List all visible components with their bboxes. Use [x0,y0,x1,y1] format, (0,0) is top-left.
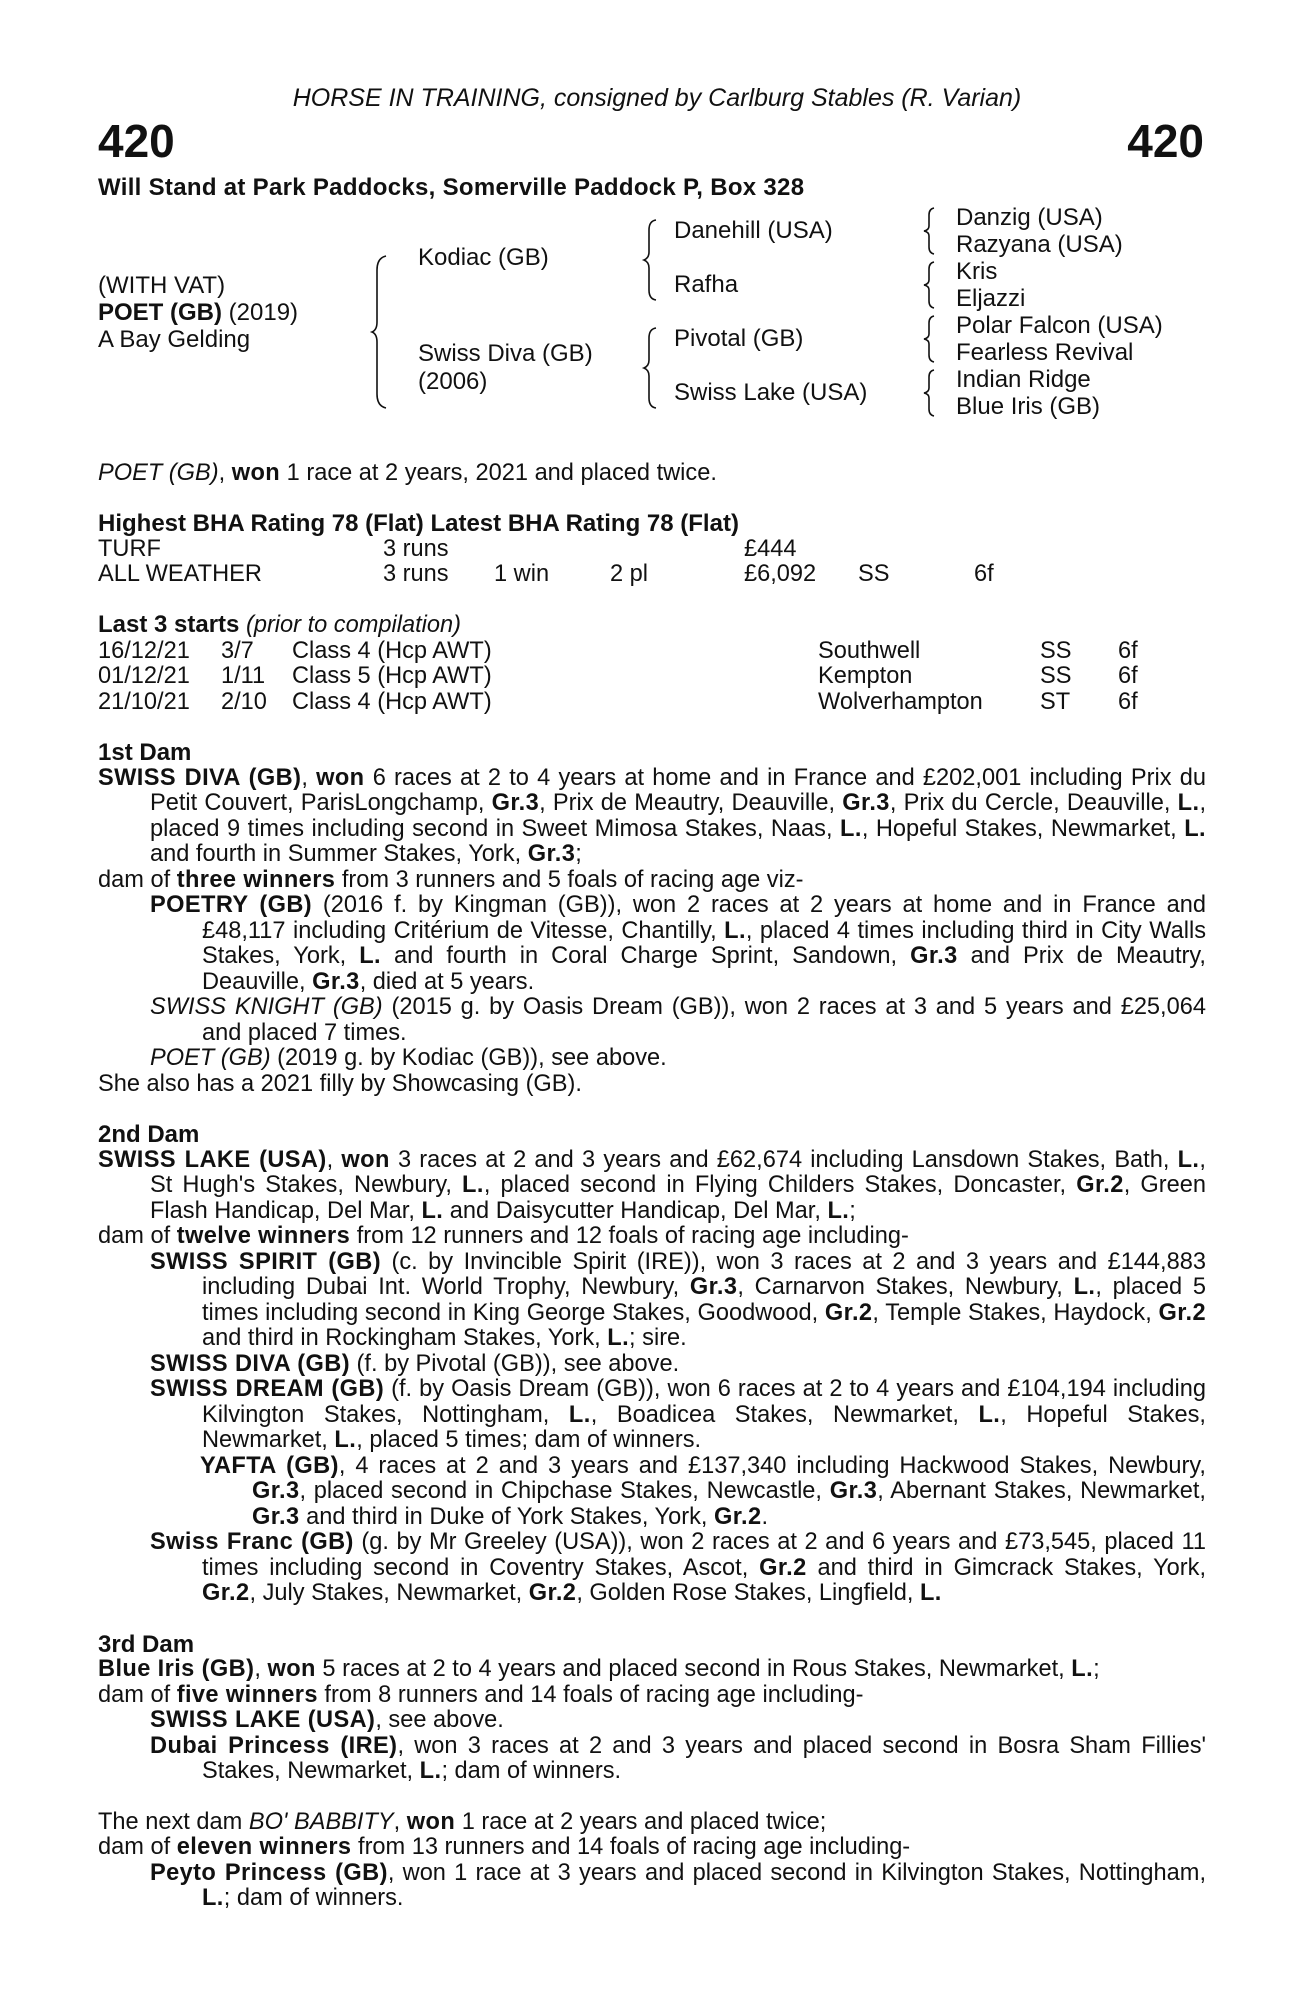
start-row: 01/12/21 1/11 Class 5 (Hcp AWT) Kempton SS 6f [98,663,1138,689]
g3-ancestor: Indian Ridge [956,366,1091,393]
horse-year: (2019) [222,299,299,326]
dam-entry: SWISS LAKE (USA), won 3 races at 2 and 3 years and £62,674 including Lansdown Stakes, Bath, L., St Hugh's Stakes, Newbury, L., placed second in Flying Childers Stakes, Doncaster, Gr.2, Green Flash Handicap, Del Mar, L. and Daisycutter Handicap, Del Mar, L.; [98,1146,1206,1224]
dam-dam: Swiss Lake (USA) [674,379,868,406]
stand-location: Will Stand at Park Paddocks, Somerville Paddock P, Box 328 [98,174,805,201]
dam-year: (2006) [418,368,488,395]
brace-g3-3 [924,314,936,364]
last-starts-section [98,612,1206,715]
produce-entry: SWISS DREAM (GB) (f. by Oasis Dream (GB)), won 6 races at 2 to 4 years and £104,194 including Kilvington Stakes, Nottingham, L., Boadicea Stakes, Newmarket, L., Hopeful Stakes, Newmarket, L., placed 5 times; dam of winners. [150,1376,1206,1453]
horse-name: POET (GB) [98,299,222,326]
brace-sire-line [644,218,658,302]
horse-title [98,299,298,327]
g3-ancestor: Razyana (USA) [956,231,1123,258]
brace-g3-4 [924,368,936,418]
produce-summary: dam of twelve winners from 12 runners and 12 foals of racing age including- [98,1223,909,1249]
produce-summary: dam of three winners from 3 runners and 5 foals of racing age viz- [98,866,804,893]
sire-dam: Rafha [674,271,739,298]
g3-ancestor: Fearless Revival [956,339,1134,366]
produce-entry: POETRY (GB) (2016 f. by Kingman (GB)), won 2 races at 2 years at home and in France and £48,117 including Critérium de Vitesse, Chantilly, L., placed 4 times including third in City Walls Stakes, York, L. and fourth in Coral Charge Sprint, Sandown, Gr.3 and Prix de Meautry, Deauville, Gr.3, died at 5 years. [150,892,1206,995]
dam-entry: SWISS DIVA (GB), won 6 races at 2 to 4 years at home and in France and £202,001 including Prix du Petit Couvert, ParisLongchamp, Gr.3, Prix de Meautry, Deauville, Gr.3, Prix du Cercle, Deauville, L., placed 9 times including second in Sweet Mimosa Stakes, Naas, L., Hopeful Stakes, Newmarket, L. and fourth in Summer Stakes, York, Gr.3; [98,764,1206,867]
start-row: 16/12/21 3/7 Class 4 (Hcp AWT) Southwell SS 6f [98,637,1138,664]
ratings-section [98,511,1206,588]
produce-entry: Swiss Franc (GB) (g. by Mr Greeley (USA)), won 2 races at 2 and 6 years and £73,545, placed 11 times including second in Coventry Stakes, Ascot, Gr.2 and third in Gimcrack Stakes, York, Gr.2, July Stakes, Newmarket, Gr.2, Golden Rose Stakes, Lingfield, L. [150,1529,1207,1606]
consignment-header: HORSE IN TRAINING, consigned by Carlburg Stables (R. Varian) [292,84,1022,112]
produce-entry: SWISS LAKE (USA), see above. [150,1707,504,1733]
g3-ancestor: Blue Iris (GB) [956,393,1101,420]
produce-entry: SWISS KNIGHT (GB) (2015 g. by Oasis Dream (GB)), won 2 races at 3 and 5 years and £25,064 and placed 7 times. [150,994,1206,1046]
dam: Swiss Diva (GB) [418,340,593,367]
next-dam-entry: The next dam BO' BABBITY, won 1 race at 2 years and placed twice; [98,1808,827,1835]
produce-entry: SWISS SPIRIT (GB) (c. by Invincible Spirit (IRE)), won 3 races at 2 and 3 years and £144,883 including Dubai Int. World Trophy, Newbury, Gr.3, Carnarvon Stakes, Newbury, L., placed 5 times including second in King George Stakes, Goodwood, Gr.2, Temple Stakes, Haydock, Gr.2 and third in Rockingham Stakes, York, L.; sire. [150,1248,1206,1351]
last-starts-heading: Last 3 starts (prior to compilation) [98,611,462,638]
lot-number-right: 420 [1127,115,1204,167]
g3-ancestor: Eljazzi [956,285,1026,312]
ratings-heading: Highest BHA Rating 78 (Flat) Latest BHA Rating 78 (Flat) [98,510,739,537]
brace-dam-line [644,326,658,410]
produce-entry: Peyto Princess (GB), won 1 race at 3 years and placed second in Kilvington Stakes, Nottingham, L.; dam of winners. [150,1859,1207,1911]
brace-g3-1 [924,206,936,256]
dam-sire: Pivotal (GB) [674,325,804,352]
horse-description: A Bay Gelding [98,326,251,353]
vat-note: (WITH VAT) [98,272,226,299]
first-dam-heading: 1st Dam [98,739,192,766]
lot-number-left: 420 [98,115,175,167]
g3-ancestor: Danzig (USA) [956,204,1103,231]
produce-summary: dam of five winners from 8 runners and 14 foals of racing age including- [98,1681,864,1708]
second-dam-heading: 2nd Dam [98,1121,200,1148]
sire: Kodiac (GB) [418,244,549,271]
third-dam-heading: 3rd Dam [98,1630,195,1658]
start-row: 21/10/21 2/10 Class 4 (Hcp AWT) Wolverhampton ST 6f [98,688,1138,715]
race-summary: POET (GB), won 1 race at 2 years, 2021 and placed twice. [98,460,717,486]
produce-summary: dam of eleven winners from 13 runners and 14 foals of racing age including- [98,1834,911,1860]
produce-entry: SWISS DIVA (GB) (f. by Pivotal (GB)), see above. [150,1350,680,1377]
brace-sire-dam [372,254,388,410]
g3-ancestor: Polar Falcon (USA) [956,312,1163,339]
produce-entry: POET (GB) (2019 g. by Kodiac (GB)), see above. [150,1045,667,1071]
produce-note: She also has a 2021 filly by Showcasing (GB). [98,1070,582,1097]
produce-entry: YAFTA (GB), 4 races at 2 and 3 years and £137,340 including Hackwood Stakes, Newbury, Gr.3, placed second in Chipchase Stakes, Newcastle, Gr.3, Abernant Stakes, Newmarket, Gr.3 and third in Duke of York Stakes, York, Gr.2. [200,1452,1206,1530]
dam-entry: Blue Iris (GB), won 5 races at 2 to 4 years and placed second in Rous Stakes, Newmarket, L.; [98,1656,1100,1682]
brace-g3-2 [924,260,936,310]
g3-ancestor: Kris [956,258,998,285]
sire-sire: Danehill (USA) [674,217,833,244]
ratings-row-turf: TURF 3 runs £444 [98,535,797,562]
family-notes [98,740,1206,1912]
produce-entry: Dubai Princess (IRE), won 3 races at 2 and 3 years and placed second in Bosra Sham Fillies' Stakes, Newmarket, L.; dam of winners. [150,1732,1206,1784]
ratings-row-all-weather: ALL WEATHER 3 runs 1 win 2 pl £6,092 SS 6f [98,561,994,587]
